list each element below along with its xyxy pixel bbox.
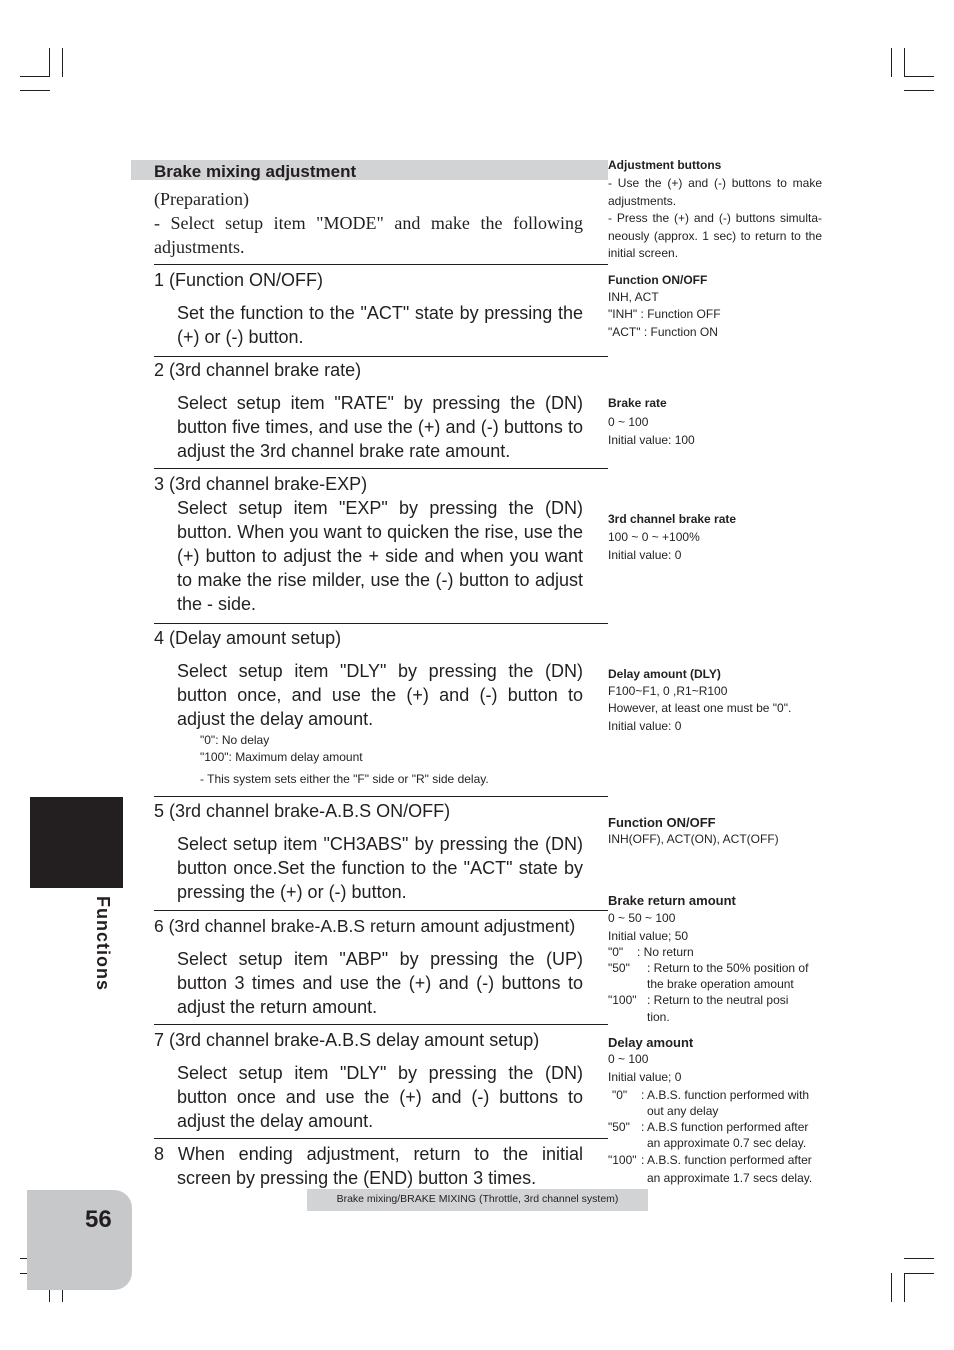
- note-key: "100": [608, 1153, 637, 1167]
- step-6-heading: 6 (3rd channel brake-A.B.S return amount adjustment): [154, 916, 576, 936]
- note-title: Function ON/OFF: [608, 815, 716, 830]
- note-value: : Return to the neutral posi: [647, 993, 789, 1007]
- note-title: Delay amount: [608, 1035, 694, 1050]
- divider: [154, 1024, 608, 1025]
- note-key: "50": [608, 961, 630, 975]
- note-value: : A.B.S function performed after: [641, 1120, 809, 1134]
- note-value: : Return to the 50% position of: [647, 961, 809, 975]
- note-text: Initial value: 100: [608, 433, 695, 447]
- crop-mark: [904, 1273, 934, 1274]
- step-4-note: "0": No delay: [200, 733, 270, 747]
- chapter-tab: [30, 797, 123, 888]
- step-4-text: Select setup item "DLY" by pressing the (DN) button once, and use the (+) and (-) button to adjust the delay amount.: [177, 661, 583, 729]
- step-1-heading: 1 (Function ON/OFF): [154, 270, 324, 290]
- note-value: an approximate 1.7 secs delay.: [647, 1171, 813, 1185]
- crop-mark: [904, 1273, 905, 1302]
- step-6-text: Select setup item "ABP" by pressing the (UP) button 3 times and use the (+) and (-) buttons to adjust the return amount.: [177, 949, 583, 1017]
- section-title: Brake mixing adjustment: [154, 162, 357, 181]
- note-text: INH, ACT: [608, 290, 659, 304]
- footer-caption: Brake mixing/BRAKE MIXING (Throttle, 3rd channel system): [336, 1193, 619, 1205]
- note-text: INH(OFF), ACT(ON), ACT(OFF): [608, 832, 779, 846]
- preparation-text: - Select setup item "MODE" and make the following adjustments.: [154, 213, 583, 257]
- step-2-heading: 2 (3rd channel brake rate): [154, 360, 362, 380]
- note-title: Brake return amount: [608, 893, 736, 908]
- step-5-heading: 5 (3rd channel brake-A.B.S ON/OFF): [154, 801, 451, 821]
- note-text: F100~F1, 0 ,R1~R100: [608, 684, 728, 698]
- note-key: "50": [608, 1120, 630, 1134]
- note-title: Brake rate: [608, 396, 667, 410]
- crop-mark: [62, 48, 63, 77]
- note-text: Initial value: 0: [608, 548, 682, 562]
- note-key: "100": [608, 993, 637, 1007]
- step-4-note: - This system sets either the "F" side or "R" side delay.: [200, 772, 489, 786]
- note-value: : No return: [637, 945, 694, 959]
- chapter-label: Functions: [93, 896, 113, 991]
- step-3-heading: 3 (3rd channel brake-EXP): [154, 474, 368, 494]
- divider: [154, 1138, 608, 1139]
- step-7-text: Select setup item "DLY" by pressing the (DN) button once and use the (+) and (-) buttons to adjust the delay amount.: [177, 1063, 583, 1131]
- crop-mark: [49, 48, 50, 77]
- divider: [154, 910, 608, 911]
- note-text: 0 ~ 100: [608, 1052, 649, 1066]
- divider: [154, 796, 608, 797]
- preparation-label: (Preparation): [154, 189, 249, 209]
- step-4-note: "100": Maximum delay amount: [200, 750, 363, 764]
- note-text: - Press the (+) and (-) buttons simulta-neously (approx. 1 sec) to return to the initial screen.: [608, 211, 822, 260]
- note-value: : A.B.S. function performed after: [641, 1153, 812, 1167]
- note-title: Delay amount (DLY): [608, 667, 721, 681]
- divider: [154, 356, 608, 357]
- note-text: 0 ~ 100: [608, 415, 649, 429]
- page-number-tab: [27, 1190, 132, 1290]
- crop-mark: [20, 76, 50, 77]
- note-text: Initial value; 0: [608, 1070, 682, 1084]
- step-5-text: Select setup item "CH3ABS" by pressing the (DN) button once.Set the function to the "ACT" state by pressing the (+) or (-) button.: [177, 834, 583, 902]
- note-text: Initial value: 0: [608, 719, 682, 733]
- step-4-heading: 4 (Delay amount setup): [154, 628, 342, 648]
- note-value: : A.B.S. function performed with: [641, 1088, 810, 1102]
- step-8-text: screen by pressing the (END) button 3 times.: [177, 1168, 537, 1188]
- note-value: an approximate 0.7 sec delay.: [647, 1136, 807, 1150]
- note-title: Function ON/OFF: [608, 273, 708, 287]
- note-value: out any delay: [647, 1104, 719, 1118]
- note-text: Initial value; 50: [608, 929, 689, 943]
- crop-mark: [904, 48, 905, 77]
- crop-mark: [904, 90, 934, 91]
- note-key: "0": [612, 1088, 628, 1102]
- divider: [154, 468, 608, 469]
- note-key: "0": [608, 945, 624, 959]
- step-1-text: Set the function to the "ACT" state by pressing the (+) or (-) button.: [177, 303, 583, 347]
- page-number: 56: [85, 1206, 112, 1233]
- crop-mark: [891, 48, 892, 77]
- crop-mark: [904, 76, 934, 77]
- divider: [154, 264, 608, 265]
- crop-mark: [20, 90, 50, 91]
- note-text: "INH" : Function OFF: [608, 307, 721, 321]
- step-8-heading: 8 When ending adjustment, return to the initial: [154, 1144, 583, 1164]
- note-value: the brake operation amount: [647, 977, 794, 991]
- note-title: Adjustment buttons: [608, 158, 722, 172]
- step-7-heading: 7 (3rd channel brake-A.B.S delay amount setup): [154, 1030, 540, 1050]
- note-text: However, at least one must be "0".: [608, 701, 792, 715]
- note-value: tion.: [647, 1010, 670, 1024]
- note-text: "ACT" : Function ON: [608, 325, 718, 339]
- step-2-text: Select setup item "RATE" by pressing the (DN) button five times, and use the (+) and (-) buttons to adjust the 3rd channel brake rate amount.: [177, 393, 583, 461]
- step-3-text: Select setup item "EXP" by pressing the (DN) button. When you want to quicken the rise, use the (+) button to adjust the + side and when you want to make the rise milder, use the (-) button to adjust the - side.: [177, 498, 583, 614]
- note-text: - Use the (+) and (-) buttons to make adjustments.: [608, 176, 822, 208]
- crop-mark: [891, 1273, 892, 1302]
- divider: [154, 623, 608, 624]
- note-title: 3rd channel brake rate: [608, 512, 737, 526]
- note-text: 100 ~ 0 ~ +100%: [608, 530, 700, 544]
- crop-mark: [904, 1258, 934, 1259]
- note-text: 0 ~ 50 ~ 100: [608, 911, 676, 925]
